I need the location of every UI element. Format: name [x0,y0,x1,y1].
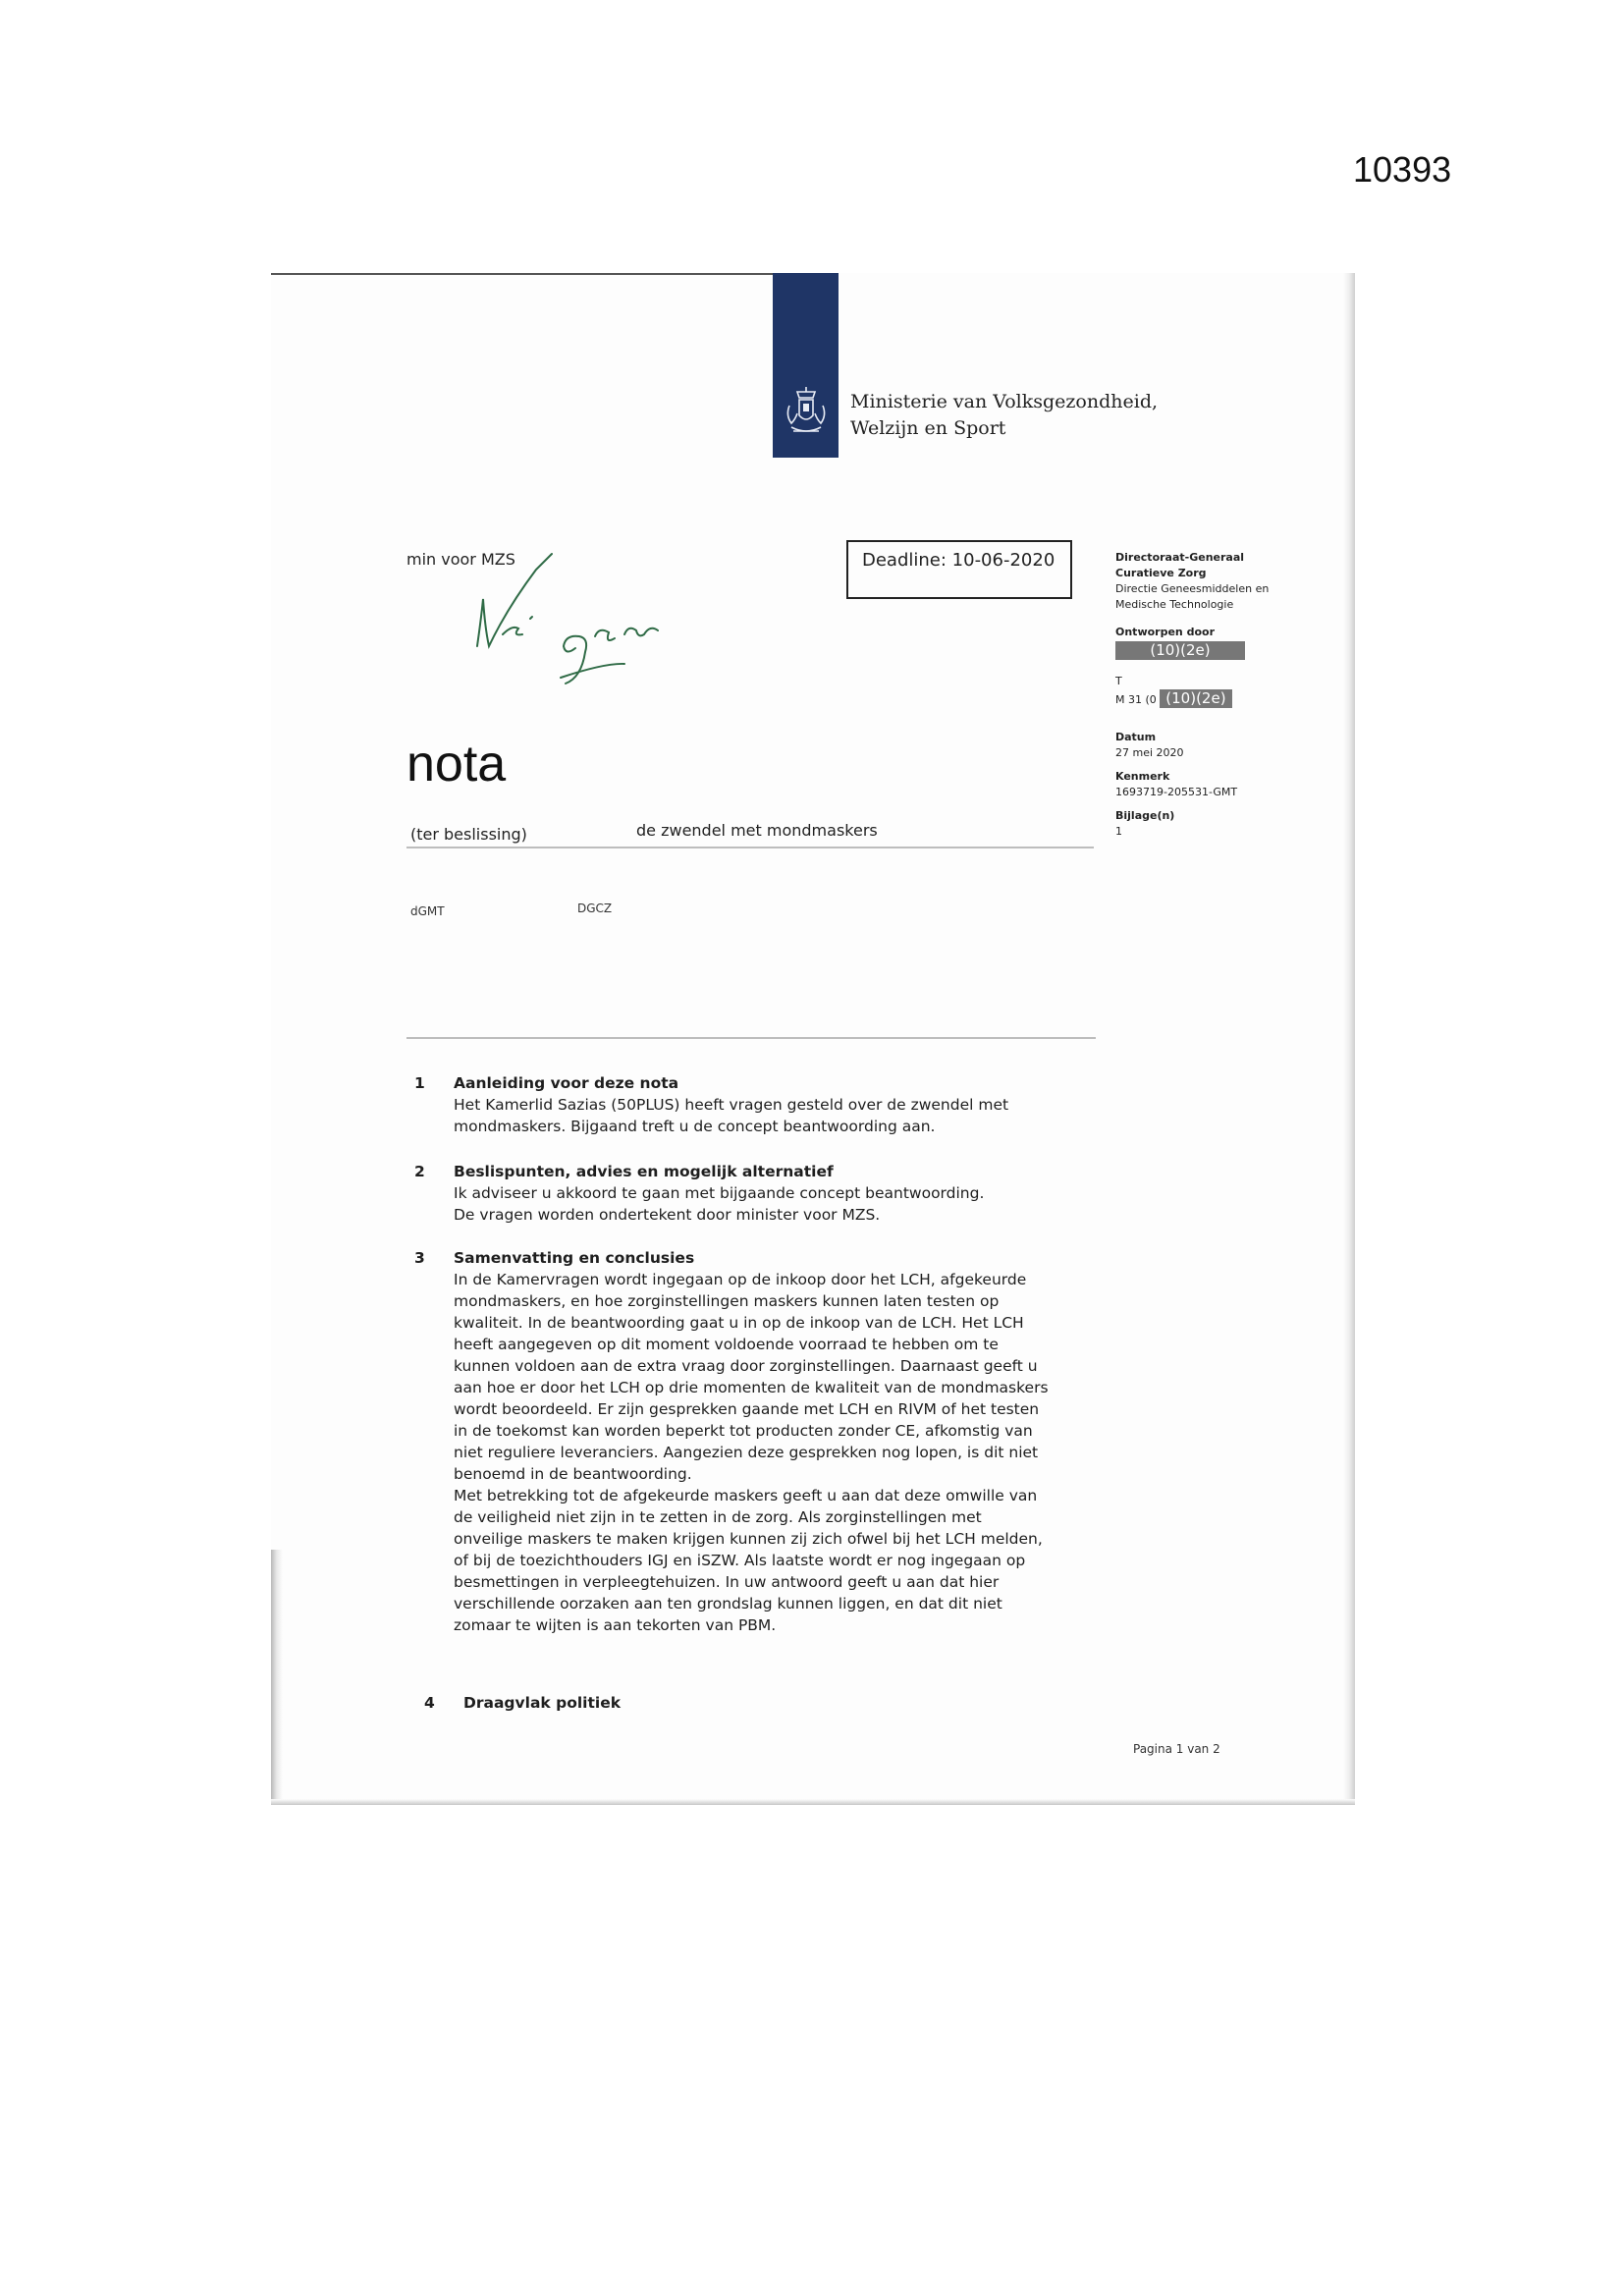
redaction-designed-by: (10)(2e) [1115,641,1245,660]
coat-of-arms-icon [784,386,829,439]
page-number: Pagina 1 van 2 [1133,1742,1220,1756]
section-heading: Aanleiding voor deze nota [454,1074,679,1092]
sidebar-org-line3: Directie Geneesmiddelen en [1115,582,1270,595]
body-line: niet reguliere leveranciers. Aangezien deze gesprekken nog lopen, is dit niet [454,1444,1039,1461]
ministry-name [850,389,1158,442]
body-line: de veiligheid niet zijn in te zetten in de zorg. Als zorginstellingen met [454,1508,982,1526]
subject-type: (ter beslissing) [410,825,527,844]
document-number: 10393 [1353,149,1452,190]
body-line: Het Kamerlid Sazias (50PLUS) heeft vragen gesteld over de zwendel met [454,1096,1009,1114]
section-number: 3 [414,1249,425,1267]
body-line: onveilige maskers te maken krijgen kunnen zij zich ofwel bij het LCH melden, [454,1530,1043,1548]
ministry-name-line1: Ministerie van Volksgezondheid, [850,391,1159,412]
section-heading: Draagvlak politiek [463,1694,622,1712]
scanned-page [271,273,1355,1805]
section-heading: Beslispunten, advies en mogelijk alternatief [454,1163,834,1180]
body-line: benoemd in de beantwoording. [454,1465,692,1483]
redaction-mobile: (10)(2e) [1160,689,1231,708]
subject-divider [406,847,1094,848]
datum-value: 27 mei 2020 [1115,746,1184,759]
handwritten-signature [467,540,811,687]
section-number: 1 [414,1074,425,1092]
subject-text: de zwendel met mondmaskers [636,821,878,840]
section-heading: Samenvatting en conclusies [454,1249,695,1267]
body-line: De vragen worden ondertekent door minister voor MZS. [454,1206,881,1224]
mobile-line [1115,689,1351,708]
section-number: 4 [424,1694,435,1712]
body-line: in de toekomst kan worden beperkt tot producten zonder CE, afkomstig van [454,1422,1033,1440]
datum-label: Datum [1115,731,1157,743]
mobile-label: M 31 (0 [1115,693,1157,706]
scan-right-shadow [1343,273,1355,1805]
phone-label: T [1115,675,1122,687]
sidebar-org-line2: Curatieve Zorg [1115,567,1207,579]
scan-left-shadow [271,1550,283,1805]
body-line: mondmaskers. Bijgaand treft u de concept beantwoording aan. [454,1118,936,1135]
section-body [454,1269,1082,1636]
scan-bottom-shadow [271,1799,1355,1805]
body-line: wordt beoordeeld. Er zijn gesprekken gaande met LCH en RIVM of het testen [454,1400,1040,1418]
body-line: mondmaskers, en hoe zorginstellingen maskers kunnen laten testen op [454,1292,1000,1310]
kenmerk-value: 1693719-205531-GMT [1115,786,1238,798]
body-line: Ik adviseer u akkoord te gaan met bijgaande concept beantwoording. [454,1184,985,1202]
addressee: min voor MZS [406,550,515,569]
body-line: In de Kamervragen wordt ingegaan op de inkoop door het LCH, afgekeurde [454,1271,1027,1288]
header-divider [406,1037,1096,1039]
department-right: DGCZ [577,902,613,915]
body-line: kunnen voldoen aan de extra vraag door zorginstellingen. Daarnaast geeft u [454,1357,1038,1375]
body-line: zomaar te wijten is aan tekorten van PBM. [454,1616,777,1634]
page-title: nota [406,736,507,793]
bijlage-value: 1 [1115,825,1122,838]
body-line: of bij de toezichthouders IGJ en iSZW. Als laatste wordt er nog ingegaan op [454,1552,1026,1569]
department-left: dGMT [410,904,445,918]
deadline-box: Deadline: 10-06-2020 [846,540,1072,599]
body-line: verschillende oorzaken aan ten grondslag kunnen liggen, en dat dit niet [454,1595,1002,1613]
sidebar-metadata [1115,550,1351,840]
section-body [454,1182,1082,1226]
sidebar-org-line1: Directoraat-Generaal [1115,551,1245,564]
section-number: 2 [414,1163,425,1180]
kenmerk-label: Kenmerk [1115,770,1170,783]
sidebar-org-line4: Medische Technologie [1115,598,1234,611]
scan-top-rule [271,273,777,275]
body-line: heeft aangegeven op dit moment voldoende voorraad te hebben om te [454,1336,999,1353]
ministry-name-line2: Welzijn en Sport [850,417,1006,439]
designed-by-label: Ontworpen door [1115,626,1215,638]
body-line: besmettingen in verpleegtehuizen. In uw antwoord geeft u aan dat hier [454,1573,1000,1591]
bijlage-label: Bijlage(n) [1115,809,1175,822]
body-line: aan hoe er door het LCH op drie momenten de kwaliteit van de mondmaskers [454,1379,1049,1396]
body-line: Met betrekking tot de afgekeurde maskers geeft u aan dat deze omwille van [454,1487,1038,1504]
section-body [454,1094,1082,1137]
body-line: kwaliteit. In de beantwoording gaat u in op de inkoop van de LCH. Het LCH [454,1314,1024,1332]
